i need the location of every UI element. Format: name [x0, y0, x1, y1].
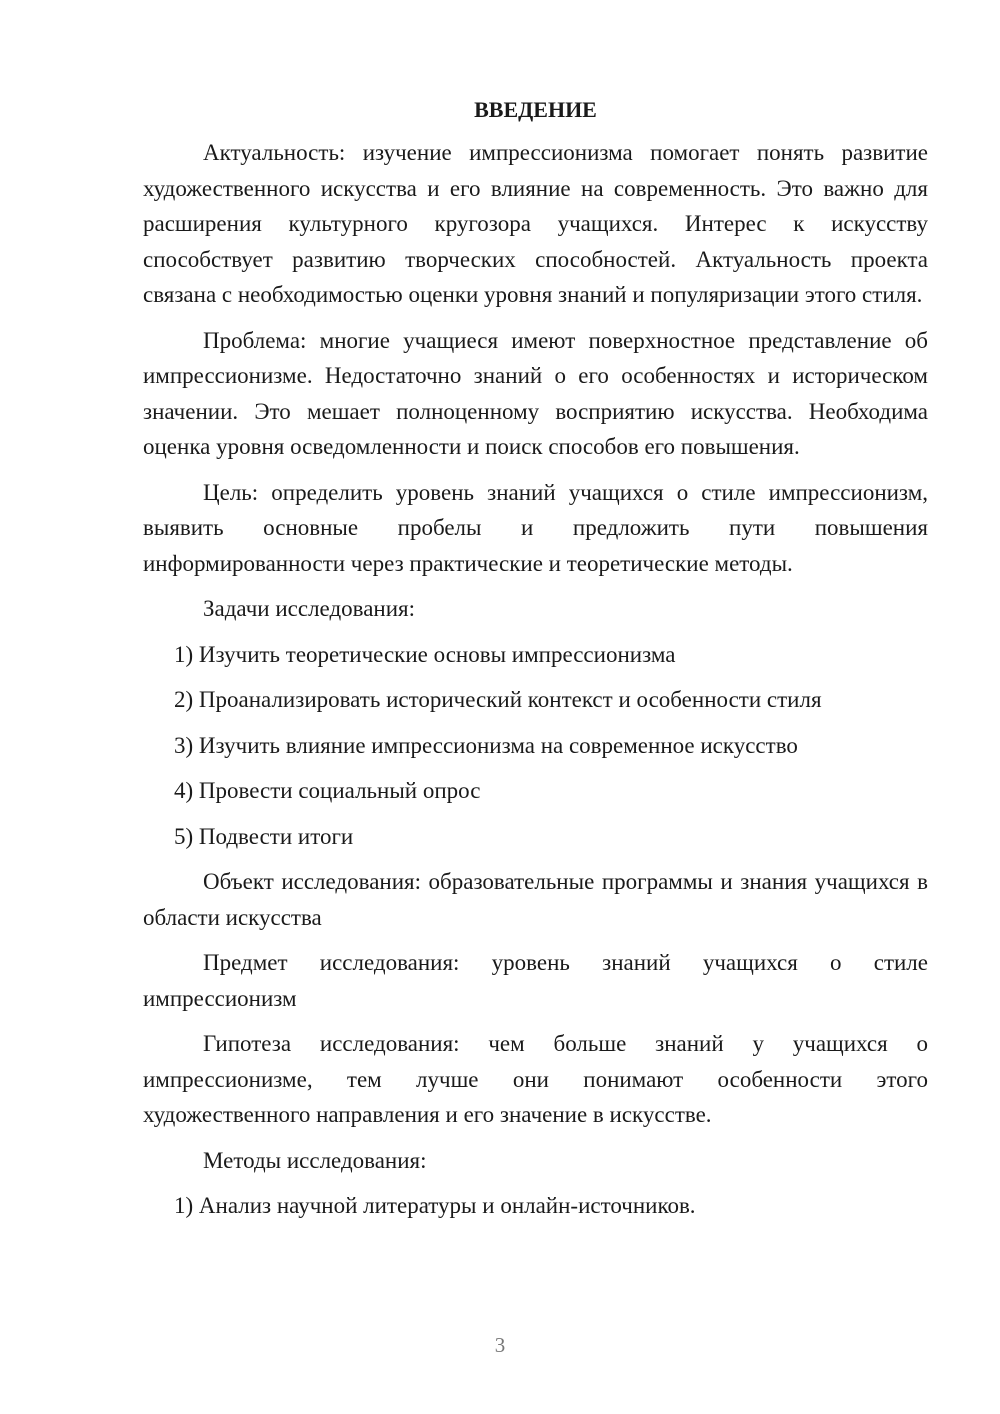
page-number: 3: [494, 1333, 506, 1357]
relevance-paragraph: Актуальность: изучение импрессионизма помогает понять развитие художественного искусства и его влияние на современность. Это важно для расширения культурного кругозора учащихся. Интерес к искусству способствует развитию творческих способностей. Актуальность проекта связана с необходимостью оценки уровня знаний и популяризации этого стиля.: [143, 140, 928, 307]
task-item: 3) Изучить влияние импрессионизма на современное искусство: [174, 732, 798, 758]
hypothesis-paragraph: Гипотеза исследования: чем больше знаний у учащихся о импрессионизме, тем лучше они понимают особенности этого художественного направления и его значение в искусстве.: [143, 1031, 928, 1127]
problem-paragraph: Проблема: многие учащиеся имеют поверхностное представление об импрессионизме. Недостаточно знаний о его особенностях и историческом значении. Это мешает полноценному восприятию искусства. Необходима оценка уровня осведомленности и поиск способов его повышения.: [143, 327, 928, 459]
methods-title: Методы исследования:: [203, 1147, 427, 1173]
task-item: 5) Подвести итоги: [174, 823, 354, 849]
method-item: 1) Анализ научной литературы и онлайн-источников.: [174, 1193, 696, 1218]
tasks-title: Задачи исследования:: [203, 596, 416, 621]
task-item: 2) Проанализировать исторический контекст и особенности стиля: [174, 687, 822, 712]
object-paragraph: Объект исследования: образовательные программы и знания учащихся в области искусства: [143, 869, 928, 930]
section-heading: ВВЕДЕНИЕ: [474, 97, 597, 122]
goal-paragraph: Цель: определить уровень знаний учащихся о стиле импрессионизм, выявить основные пробелы и предложить пути повышения информированности через практические и теоретические методы.: [143, 479, 928, 576]
task-item: 1) Изучить теоретические основы импрессионизма: [174, 641, 676, 667]
subject-paragraph: Предмет исследования: уровень знаний учащихся о стиле импрессионизм: [143, 950, 928, 1011]
page-content: [143, 92, 928, 1234]
task-item: 4) Провести социальный опрос: [174, 778, 481, 803]
